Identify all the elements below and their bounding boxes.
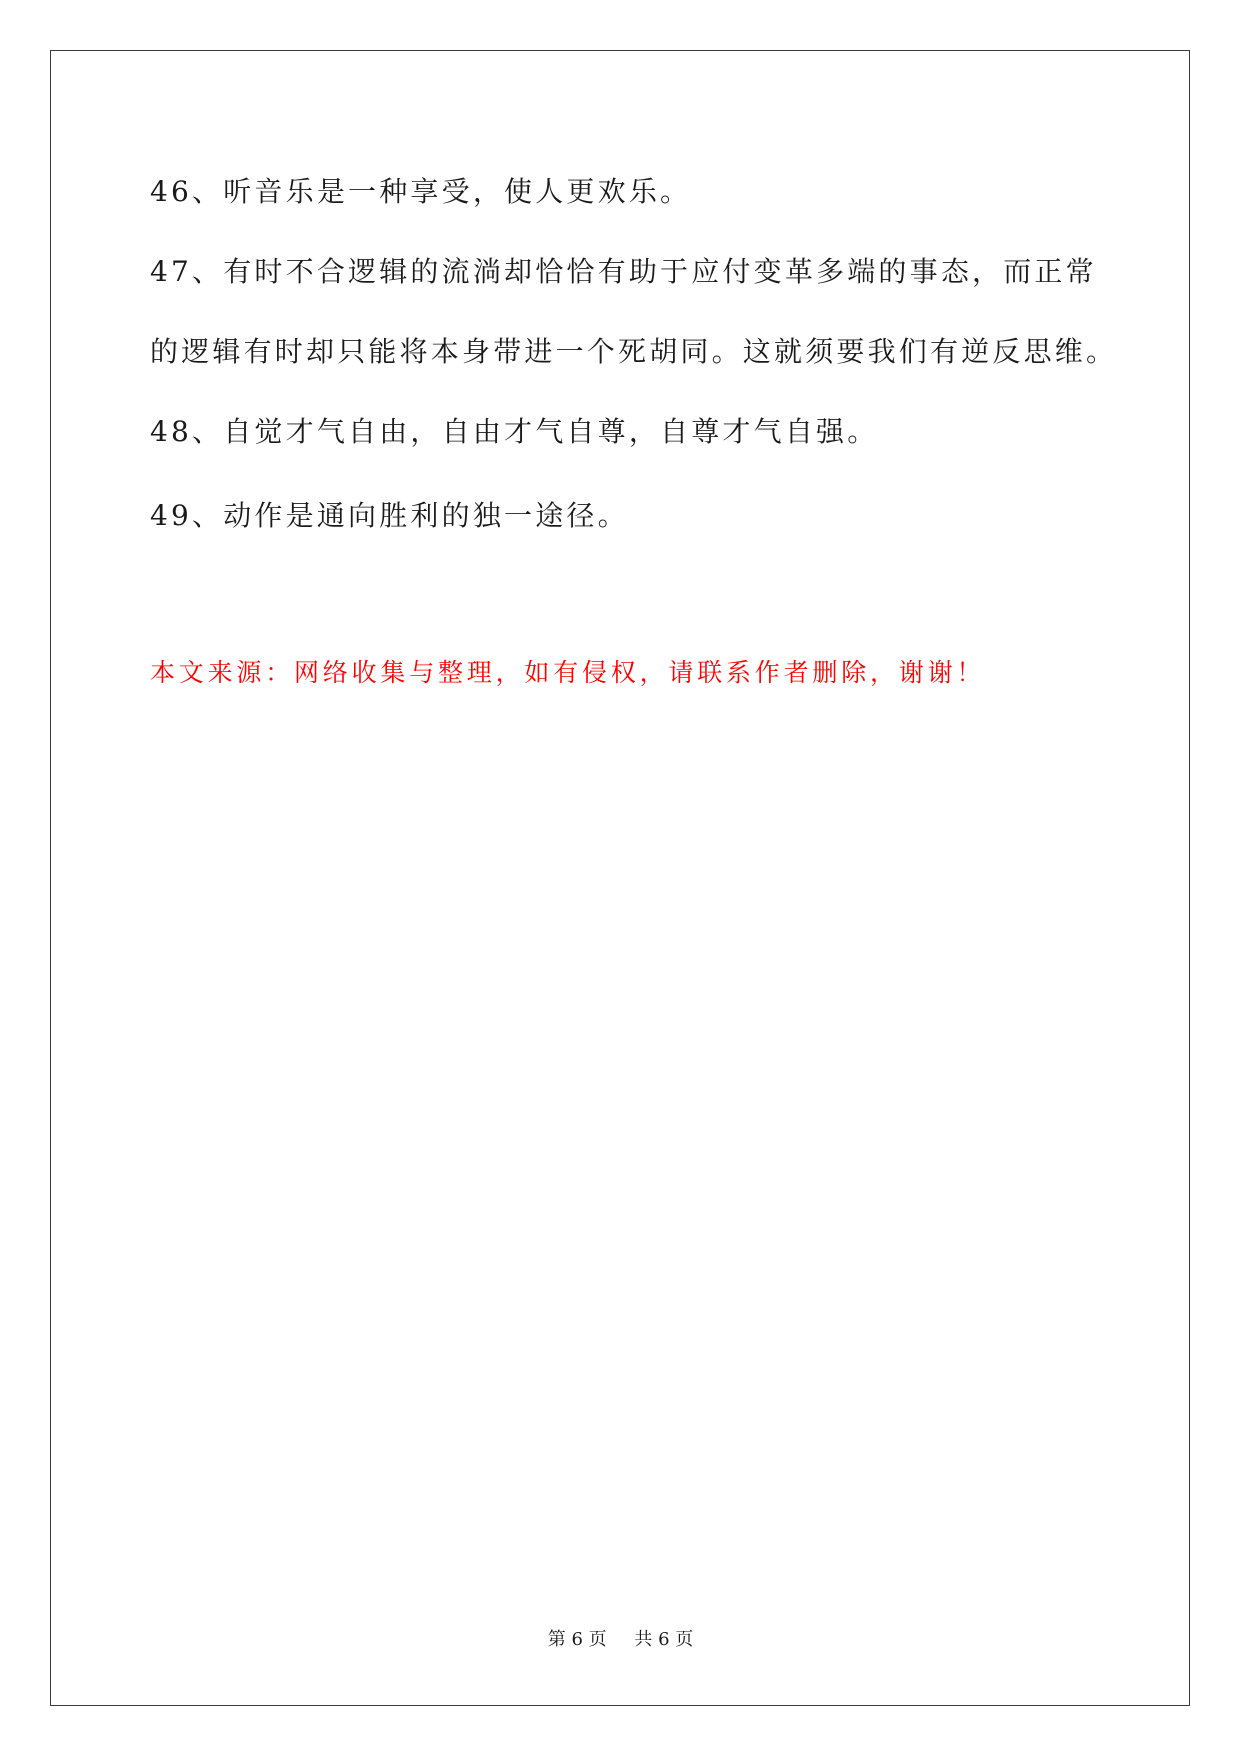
quote-line-46: 46、听音乐是一种享受，使人更欢乐。: [150, 175, 692, 208]
current-page-number: 第 6 页: [547, 1629, 607, 1650]
quote-line-49: 49、动作是通向胜利的独一途径。: [150, 499, 629, 532]
total-page-count: 共 6 页: [634, 1629, 694, 1650]
quote-line-47-continued: 的逻辑有时却只能将本身带进一个死胡同。这就须要我们有逆反思维。: [150, 335, 1118, 368]
quote-line-47: 47、有时不合逻辑的流淌却恰恰有助于应付变革多端的事态，而正常: [150, 255, 1097, 288]
page-border: [50, 50, 1190, 1706]
source-note: 本文来源：网络收集与整理，如有侵权，请联系作者删除，谢谢！: [150, 658, 986, 687]
quote-line-48: 48、自觉才气自由，自由才气自尊，自尊才气自强。: [150, 415, 879, 448]
page-footer: [0, 1628, 1241, 1652]
